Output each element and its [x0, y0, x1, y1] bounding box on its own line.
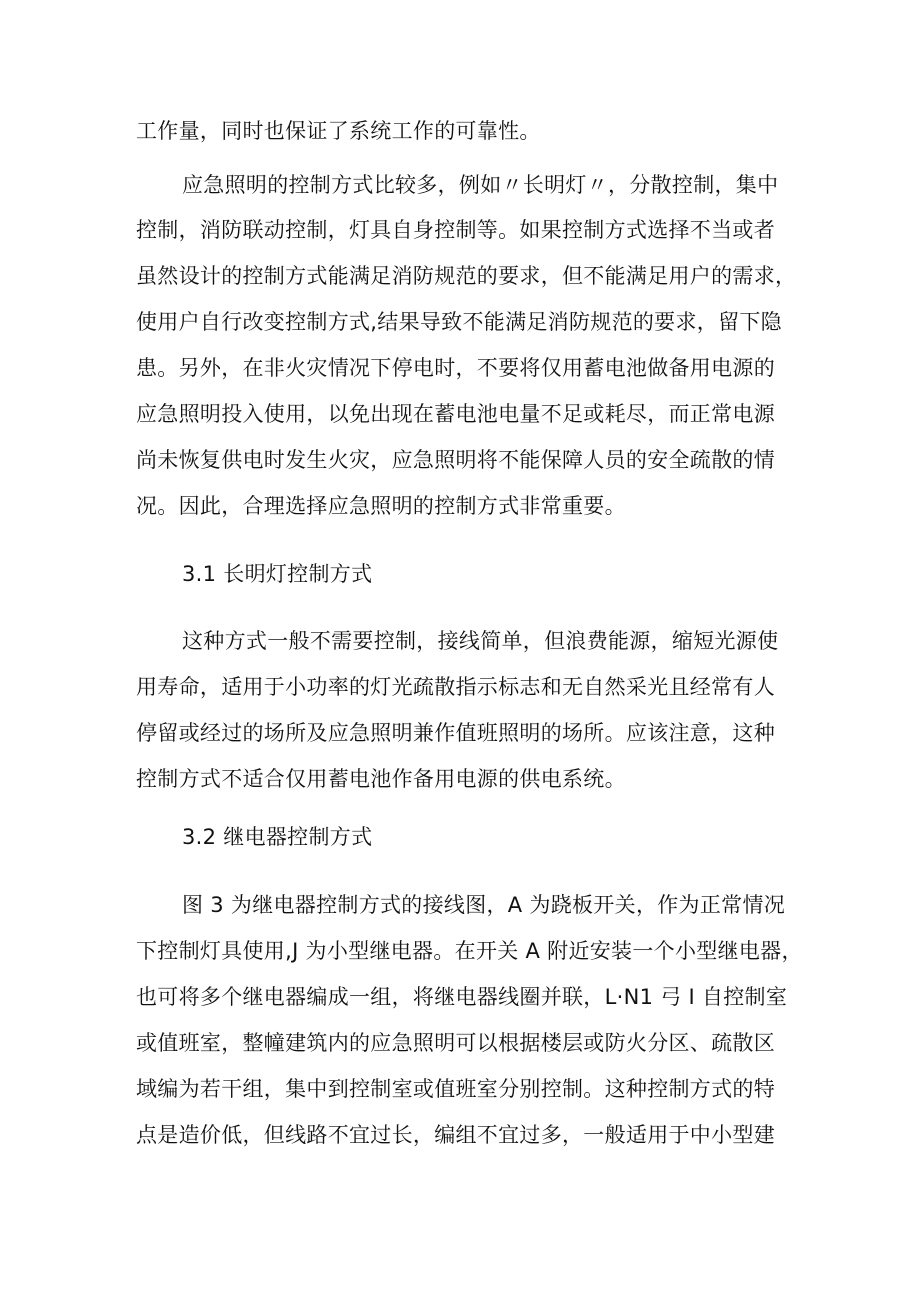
- paragraph-line: 控制，消防联动控制，灯具自身控制等。如果控制方式选择不当或者: [136, 218, 775, 242]
- paragraph-line: 域编为若干组，集中到控制室或值班室分别控制。这种控制方式的特: [136, 1077, 775, 1101]
- paragraph-line: 使用户自行改变控制方式,结果导致不能满足消防规范的要求，留下隐: [136, 310, 782, 334]
- paragraph-line: 控制方式不适合仅用蓄电池作备用电源的供电系统。: [136, 767, 626, 791]
- paragraph-line: 这种方式一般不需要控制，接线简单，但浪费能源，缩短光源使: [182, 629, 779, 653]
- paragraph-line: 下控制灯具使用,J 为小型继电器。在开关 A 附近安装一个小型继电器，: [136, 939, 803, 963]
- paragraph-line: 应急照明投入使用，以免出现在蓄电池电量不足或耗尽，而正常电源: [136, 402, 775, 426]
- paragraph-line: 工作量，同时也保证了系统工作的可靠性。: [136, 119, 541, 143]
- paragraph-line: 应急照明的控制方式比较多，例如〃长明灯〃，分散控制，集中: [182, 173, 779, 197]
- paragraph-line: 或值班室，整幢建筑内的应急照明可以根据楼层或防火分区、疏散区: [136, 1031, 775, 1055]
- paragraph-line: 也可将多个继电器编成一组，将继电器线圈并联，L·N1 弓 I 自控制室: [136, 985, 788, 1009]
- paragraph-line: 停留或经过的场所及应急照明兼作值班照明的场所。应该注意，这种: [136, 721, 775, 745]
- paragraph-line: 点是造价低，但线路不宜过长，编组不宜过多，一般适用于中小型建: [136, 1123, 775, 1147]
- section-heading-3-1: 3.1 长明灯控制方式: [182, 562, 373, 586]
- paragraph-line: 况。因此，合理选择应急照明的控制方式非常重要。: [136, 494, 626, 518]
- section-heading-3-2: 3.2 继电器控制方式: [182, 825, 373, 849]
- paragraph-line: 虽然设计的控制方式能满足消防规范的要求，但不能满足用户的需求，: [136, 264, 797, 288]
- paragraph-line: 尚未恢复供电时发生火灾，应急照明将不能保障人员的安全疏散的情: [136, 448, 775, 472]
- paragraph-line: 用寿命，适用于小功率的灯光疏散指示标志和无自然采光且经常有人: [136, 675, 775, 699]
- paragraph-line: 患。另外，在非火灾情况下停电时，不要将仅用蓄电池做备用电源的: [136, 356, 775, 380]
- paragraph-line: 图 3 为继电器控制方式的接线图，A 为跷板开关，作为正常情况: [182, 893, 786, 917]
